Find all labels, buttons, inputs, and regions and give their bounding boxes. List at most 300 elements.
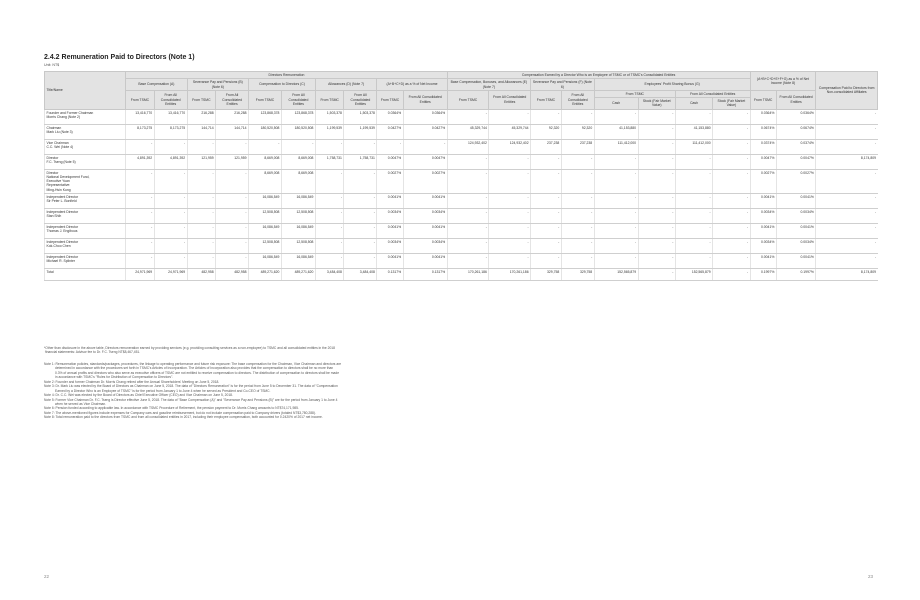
value-cell: 0.0041%	[403, 253, 447, 268]
value-cell: -	[489, 238, 531, 253]
table-row	[45, 109, 878, 124]
value-cell: 0.0041%	[403, 223, 447, 238]
value-cell: -	[447, 154, 489, 169]
value-cell: -	[531, 208, 562, 223]
value-cell: -	[713, 169, 750, 193]
value-cell: -	[154, 193, 187, 208]
director-name-cell: Independent Director Thomas J. Engibous	[45, 223, 126, 238]
value-cell: 24,971,969	[154, 268, 187, 280]
value-cell: 123,868,378	[281, 109, 315, 124]
value-cell: 329,758	[531, 268, 562, 280]
value-cell: -	[594, 238, 638, 253]
value-cell: 0.0427%	[377, 124, 403, 139]
value-cell: -	[638, 154, 675, 169]
value-cell: 45,329,744	[489, 124, 531, 139]
profit-sharing-header: Employees' Profit Sharing Bonus (G)	[594, 79, 750, 91]
value-cell: 237,238	[531, 139, 562, 154]
director-name-cell: Independent Director Kok-Choo Chen	[45, 238, 126, 253]
value-cell: -	[489, 154, 531, 169]
value-cell: 0.0034%	[750, 238, 776, 253]
value-cell: 0.0047%	[776, 154, 816, 169]
value-cell: -	[447, 253, 489, 268]
value-cell: 0.0027%	[776, 169, 816, 193]
value-cell: -	[315, 253, 344, 268]
from-tsmc-header: From TSMC	[447, 90, 489, 109]
value-cell: -	[594, 169, 638, 193]
value-cell: -	[713, 208, 750, 223]
value-cell: 8,669,008	[281, 169, 315, 193]
value-cell: 482,958	[187, 268, 216, 280]
value-cell: 0.0047%	[377, 154, 403, 169]
value-cell: 16,086,549	[249, 223, 282, 238]
value-cell: -	[447, 109, 489, 124]
value-cell: 45,329,744	[447, 124, 489, 139]
value-cell: -	[531, 193, 562, 208]
note-item: Note 5: Former Vice Chairman Dr. F.C. Tseng is Director effective June 5, 2018. The data of "Base Compensation (A)" and "Severance Pay and Pensions (B)" are for the period from January 1 to June 4 when he served as Vice Chairman.	[44, 397, 338, 406]
value-cell: 144,714	[216, 124, 249, 139]
value-cell: 0.0364%	[403, 109, 447, 124]
title-name-header: Title/Name	[45, 72, 126, 110]
value-cell: -	[126, 193, 155, 208]
from-all-header: From All Consolidated Entities	[489, 90, 531, 109]
value-cell: -	[816, 109, 878, 124]
value-cell: -	[154, 169, 187, 193]
value-cell: -	[216, 238, 249, 253]
value-cell: -	[154, 238, 187, 253]
director-name-cell: Independent Director Sir Peter L. Bonfield	[45, 193, 126, 208]
value-cell: 16,086,549	[281, 193, 315, 208]
note-item: Note 3: Dr. Mark Liu was elected by the Board of Directors as Chairman on June 5, 2018. The data of "Directors Remuneration" is for the period from June 5 to December 31. The data of "Compensation Earned by a Director Who is an Employee of TSMC" is for the period from January 1 to June 4 when he served as President and Co-CEO of TSMC.	[44, 384, 338, 393]
value-cell: 216,288	[187, 109, 216, 124]
value-cell: -	[713, 268, 750, 280]
from-all-header: From All Consolidated Entities	[154, 90, 187, 109]
value-cell: 0.0041%	[776, 193, 816, 208]
unit-label: Unit: NT$	[44, 63, 60, 67]
value-cell: -	[126, 253, 155, 268]
abcdefg-percent-header: (A+B+C+D+E+F+G) as a % of Net Income (Note 8)	[750, 72, 816, 91]
value-cell: 0.0041%	[377, 253, 403, 268]
value-cell: -	[315, 208, 344, 223]
value-cell: 4,891,392	[154, 154, 187, 169]
value-cell: -	[713, 193, 750, 208]
value-cell: 0.0041%	[750, 253, 776, 268]
value-cell: 13,416,770	[154, 109, 187, 124]
value-cell: -	[344, 223, 377, 238]
note-item: Note 7: The above-mentioned figures include expenses for Company cars and gasoline reimbursement, but do not include compensation paid to Company drivers (totaled NT$3,780,288).	[44, 410, 316, 415]
from-tsmc-header: From TSMC	[187, 90, 216, 109]
abcd-percent-header: (A+B+C+D) as a % of Net Income	[377, 79, 447, 91]
value-cell: 8,174,809	[816, 154, 878, 169]
value-cell: -	[403, 139, 447, 154]
value-cell: -	[675, 154, 712, 169]
value-cell: 16,086,549	[249, 253, 282, 268]
severance-pay-header: Severance Pay and Pensions (B) (Note 6)	[187, 79, 248, 91]
value-cell: -	[561, 154, 594, 169]
value-cell: 41,153,880	[675, 124, 712, 139]
value-cell: 0.0034%	[403, 238, 447, 253]
compensation-to-directors-header: Compensation to Directors (C)	[249, 79, 316, 91]
value-cell: 124,932,402	[447, 139, 489, 154]
value-cell: 1,199,539	[344, 124, 377, 139]
value-cell: -	[187, 193, 216, 208]
value-cell: 92,320	[561, 124, 594, 139]
value-cell: 0.0027%	[403, 169, 447, 193]
value-cell: -	[816, 223, 878, 238]
remuneration-table	[44, 71, 878, 281]
value-cell: 0.0047%	[403, 154, 447, 169]
value-cell: 121,959	[216, 154, 249, 169]
note-item: Note 4: Dr. C.C. Wei was elected by the Board of Directors as Chief Executive Officer (CEO) and Vice Chairman on June 5, 2018.	[44, 393, 233, 398]
base-compensation-header: Base Compensation (A)	[126, 79, 187, 91]
value-cell: -	[561, 238, 594, 253]
value-cell: -	[154, 253, 187, 268]
director-name-cell: Founder and Former Chairman Morris Chang (Note 2)	[45, 109, 126, 124]
directors-remuneration-header: Directors Remuneration	[126, 72, 448, 79]
value-cell: -	[638, 223, 675, 238]
employee-compensation-header: Compensation Earned by a Director Who is an Employee of TSMC or of TSMC's Consolidated Entities	[447, 72, 750, 79]
value-cell: -	[675, 193, 712, 208]
value-cell: 0.0034%	[776, 238, 816, 253]
value-cell: -	[187, 139, 216, 154]
value-cell: 0.0027%	[377, 169, 403, 193]
value-cell: 0.0364%	[377, 109, 403, 124]
value-cell: 124,932,402	[489, 139, 531, 154]
value-cell: 0.1997%	[776, 268, 816, 280]
value-cell: -	[638, 124, 675, 139]
value-cell: 1,503,378	[344, 109, 377, 124]
allowances-header: Allowances (D) (Note 7)	[315, 79, 376, 91]
value-cell: -	[713, 223, 750, 238]
table-footnote: *Other than disclosure in the above table, Directors remuneration earned by providing services (e.g. providing consulting services as a non-employee) to TSMC and all consolidated entities in the 2018 financial statements: Advisor fee to Dr. F.C. Tseng NT$8,467,451.	[44, 346, 335, 355]
value-cell: -	[489, 223, 531, 238]
value-cell: -	[344, 169, 377, 193]
total-row	[45, 268, 878, 280]
value-cell: -	[594, 223, 638, 238]
value-cell: -	[126, 238, 155, 253]
value-cell: 111,412,000	[675, 139, 712, 154]
value-cell: -	[531, 109, 562, 124]
value-cell: -	[675, 238, 712, 253]
value-cell: -	[561, 109, 594, 124]
table-row	[45, 238, 878, 253]
cash-header: Cash	[594, 98, 638, 110]
value-cell: 482,958	[216, 268, 249, 280]
cash-header: Cash	[675, 98, 712, 110]
table-row	[45, 154, 878, 169]
value-cell: -	[713, 139, 750, 154]
value-cell: -	[489, 208, 531, 223]
value-cell: -	[816, 253, 878, 268]
value-cell: 489,271,620	[281, 268, 315, 280]
value-cell: 0.0364%	[776, 109, 816, 124]
value-cell: -	[713, 238, 750, 253]
value-cell: -	[713, 253, 750, 268]
non-consolidated-paid-header: Compensation Paid to Directors from Non-consolidated Affiliates	[816, 72, 878, 110]
from-all-header: From All Consolidated Entities	[776, 90, 816, 109]
value-cell: -	[447, 208, 489, 223]
section-title: 2.4.2 Remuneration Paid to Directors (Note 1)	[44, 54, 195, 61]
value-cell: 12,508,508	[281, 238, 315, 253]
value-cell: -	[187, 223, 216, 238]
value-cell: 0.0041%	[403, 193, 447, 208]
value-cell: 111,412,000	[594, 139, 638, 154]
value-cell: -	[447, 169, 489, 193]
value-cell: 0.0034%	[776, 208, 816, 223]
value-cell: 8,669,008	[249, 154, 282, 169]
value-cell: -	[561, 208, 594, 223]
value-cell: -	[713, 154, 750, 169]
from-tsmc-header: From TSMC	[126, 90, 155, 109]
value-cell: -	[126, 208, 155, 223]
value-cell: 329,758	[561, 268, 594, 280]
value-cell: -	[344, 253, 377, 268]
value-cell: -	[126, 169, 155, 193]
value-cell: 0.0034%	[403, 208, 447, 223]
director-name-cell: Director National Development Fund, Executive Yuan Representative: Ming-Hsin Kung	[45, 169, 126, 193]
value-cell: -	[344, 208, 377, 223]
value-cell: 180,520,508	[281, 124, 315, 139]
director-name-cell: Chairman Mark Liu (Note 3)	[45, 124, 126, 139]
value-cell: -	[675, 208, 712, 223]
value-cell: -	[344, 139, 377, 154]
value-cell: -	[187, 238, 216, 253]
value-cell: 3,484,408	[344, 268, 377, 280]
value-cell: 123,868,378	[249, 109, 282, 124]
value-cell: 8,173,275	[126, 124, 155, 139]
page-number-left: 22	[44, 574, 50, 579]
from-all-header: From All Consolidated Entities	[561, 90, 594, 109]
value-cell: -	[816, 238, 878, 253]
value-cell: 12,508,508	[281, 208, 315, 223]
from-all-header: From All Consolidated Entities	[216, 90, 249, 109]
value-cell: 0.0374%	[776, 139, 816, 154]
from-tsmc-header: From TSMC	[377, 90, 403, 109]
table-row	[45, 139, 878, 154]
value-cell: -	[216, 253, 249, 268]
severance-pay-f-header: Severance Pay and Pensions (F) (Note 6)	[531, 79, 595, 91]
value-cell: -	[216, 193, 249, 208]
value-cell: 3,484,408	[315, 268, 344, 280]
value-cell: -	[377, 139, 403, 154]
value-cell: 237,238	[561, 139, 594, 154]
value-cell: -	[315, 169, 344, 193]
note-item: Note 6: Pension funded according to applicable law. In accordance with TSMC Procedure of Retirement, the pension payment to Dr. Morris Chang amounts to NT$74,171,985.	[44, 406, 299, 411]
table-row	[45, 253, 878, 268]
value-cell: -	[154, 223, 187, 238]
value-cell: 0.0034%	[750, 208, 776, 223]
value-cell: 0.1317%	[377, 268, 403, 280]
value-cell: 0.0427%	[403, 124, 447, 139]
value-cell: 0.1997%	[750, 268, 776, 280]
value-cell: -	[531, 223, 562, 238]
director-name-cell: Independent Director Stan Shih	[45, 208, 126, 223]
value-cell: -	[315, 139, 344, 154]
value-cell: -	[713, 124, 750, 139]
value-cell: -	[489, 193, 531, 208]
value-cell: 13,416,770	[126, 109, 155, 124]
from-tsmc-header: From TSMC	[249, 90, 282, 109]
value-cell: 0.0364%	[750, 109, 776, 124]
value-cell: 1,199,539	[315, 124, 344, 139]
value-cell: 0.0041%	[377, 193, 403, 208]
director-name-cell: Total	[45, 268, 126, 280]
value-cell: 0.0027%	[750, 169, 776, 193]
value-cell: 0.0041%	[750, 223, 776, 238]
value-cell: -	[638, 139, 675, 154]
director-name-cell: Director F.C. Tseng (Note 5)	[45, 154, 126, 169]
director-name-cell: Independent Director Michael R. Splinter	[45, 253, 126, 268]
value-cell: 180,520,508	[249, 124, 282, 139]
profit-from-tsmc-header: From TSMC	[594, 90, 675, 97]
value-cell: -	[216, 169, 249, 193]
value-cell: -	[187, 253, 216, 268]
value-cell: 4,891,392	[126, 154, 155, 169]
value-cell: -	[447, 193, 489, 208]
value-cell: 489,271,620	[249, 268, 282, 280]
value-cell: -	[187, 208, 216, 223]
value-cell: -	[249, 139, 282, 154]
value-cell: 12,508,508	[249, 238, 282, 253]
value-cell: -	[675, 253, 712, 268]
value-cell: -	[154, 139, 187, 154]
value-cell: 16,086,549	[249, 193, 282, 208]
value-cell: -	[816, 124, 878, 139]
value-cell: -	[713, 109, 750, 124]
value-cell: 152,565,879	[675, 268, 712, 280]
value-cell: -	[561, 169, 594, 193]
value-cell: -	[216, 139, 249, 154]
value-cell: -	[489, 109, 531, 124]
value-cell: -	[531, 238, 562, 253]
value-cell: -	[531, 169, 562, 193]
value-cell: -	[638, 238, 675, 253]
from-tsmc-header: From TSMC	[315, 90, 344, 109]
value-cell: 0.1317%	[403, 268, 447, 280]
value-cell: -	[447, 238, 489, 253]
value-cell: -	[561, 193, 594, 208]
value-cell: -	[315, 193, 344, 208]
value-cell: -	[675, 223, 712, 238]
value-cell: -	[561, 223, 594, 238]
value-cell: 8,173,275	[154, 124, 187, 139]
value-cell: -	[344, 238, 377, 253]
value-cell: 0.0041%	[776, 253, 816, 268]
value-cell: -	[675, 109, 712, 124]
base-compensation-e-header: Base Compensation, Bonuses, and Allowances (E) (Note 7)	[447, 79, 530, 91]
value-cell: 170,261,186	[447, 268, 489, 280]
value-cell: -	[489, 253, 531, 268]
value-cell: 8,669,008	[249, 169, 282, 193]
value-cell: -	[638, 208, 675, 223]
value-cell: 0.0034%	[377, 238, 403, 253]
value-cell: -	[447, 223, 489, 238]
from-all-header: From All Consolidated Entities	[344, 90, 377, 109]
value-cell: 1,758,731	[315, 154, 344, 169]
value-cell: -	[561, 253, 594, 268]
value-cell: -	[154, 208, 187, 223]
value-cell: -	[216, 208, 249, 223]
value-cell: 216,288	[216, 109, 249, 124]
value-cell: -	[638, 253, 675, 268]
value-cell: -	[281, 139, 315, 154]
value-cell: 41,153,880	[594, 124, 638, 139]
from-all-header: From All Consolidated Entities	[403, 90, 447, 109]
value-cell: -	[638, 193, 675, 208]
stock-header: Stock (Fair Market Value)	[713, 98, 750, 110]
note-item: Note 2: Founder and former Chairman Dr. Morris Chang retired after the Annual Shareholders' Meeting on June 5, 2018.	[44, 379, 220, 384]
value-cell: 92,320	[531, 124, 562, 139]
value-cell: -	[816, 208, 878, 223]
note-item: Note 8: Total remuneration paid to the directors from TSMC and from all consolidated entities in 2017, including their employee compensation, both accounted for 0.2420% of 2017 net income.	[44, 415, 323, 420]
table-row	[45, 208, 878, 223]
value-cell: 16,086,549	[281, 223, 315, 238]
value-cell: 0.0034%	[377, 208, 403, 223]
value-cell: 152,565,879	[594, 268, 638, 280]
value-cell: -	[531, 253, 562, 268]
value-cell: -	[638, 169, 675, 193]
notes-section	[44, 362, 604, 420]
value-cell: 0.0041%	[750, 193, 776, 208]
value-cell: 0.0674%	[750, 124, 776, 139]
value-cell: 170,261,186	[489, 268, 531, 280]
from-tsmc-header: From TSMC	[531, 90, 562, 109]
value-cell: -	[594, 253, 638, 268]
value-cell: -	[594, 193, 638, 208]
value-cell: -	[816, 193, 878, 208]
note-item: Note 1: Remuneration policies, standards/packages, procedures, the linkage to operating performance and future risk exposure: The base compensation for the Chairman, Vice Chairman and directors are determined in accordance with the procedures set forth in TSMC's Articles of Incorporation. The Articles of Incorporation also provides that the compensation to directors shall be no more than 0.3% of annual profits and directors who also serve as executive officers of TSMC are not entitled to receive compensation to directors. The distribution of compensation to directors shall be made in accordance with TSMC's "Rules for Distribution of Compensation to Directors".	[44, 362, 342, 380]
from-all-header: From All Consolidated Entities	[281, 90, 315, 109]
table-row	[45, 124, 878, 139]
profit-from-all-header: From All Consolidated Entities	[675, 90, 750, 97]
value-cell: -	[816, 169, 878, 193]
value-cell: -	[344, 193, 377, 208]
remuneration-table-body	[45, 109, 878, 280]
value-cell: 1,503,378	[315, 109, 344, 124]
value-cell: -	[816, 139, 878, 154]
value-cell: -	[126, 223, 155, 238]
value-cell: 8,669,008	[281, 154, 315, 169]
value-cell: -	[187, 169, 216, 193]
value-cell: 8,174,809	[816, 268, 878, 280]
value-cell: 144,714	[187, 124, 216, 139]
value-cell: 1,758,731	[344, 154, 377, 169]
stock-header: Stock (Fair Market Value)	[638, 98, 675, 110]
value-cell: -	[675, 169, 712, 193]
table-row	[45, 193, 878, 208]
value-cell: -	[531, 154, 562, 169]
value-cell: 0.0374%	[750, 139, 776, 154]
table-row	[45, 223, 878, 238]
value-cell: 12,508,508	[249, 208, 282, 223]
value-cell: 16,086,549	[281, 253, 315, 268]
value-cell: -	[594, 109, 638, 124]
value-cell: 0.0041%	[377, 223, 403, 238]
page-number-right: 23	[868, 574, 874, 579]
value-cell: 0.0041%	[776, 223, 816, 238]
value-cell: -	[638, 109, 675, 124]
value-cell: -	[315, 223, 344, 238]
director-name-cell: Vice Chairman C.C. Wei (Note 4)	[45, 139, 126, 154]
value-cell: 24,971,969	[126, 268, 155, 280]
value-cell: -	[216, 223, 249, 238]
value-cell: 0.0047%	[750, 154, 776, 169]
value-cell: -	[594, 154, 638, 169]
value-cell: 121,959	[187, 154, 216, 169]
value-cell: -	[594, 208, 638, 223]
value-cell: -	[489, 169, 531, 193]
value-cell: 0.0674%	[776, 124, 816, 139]
value-cell: -	[315, 238, 344, 253]
